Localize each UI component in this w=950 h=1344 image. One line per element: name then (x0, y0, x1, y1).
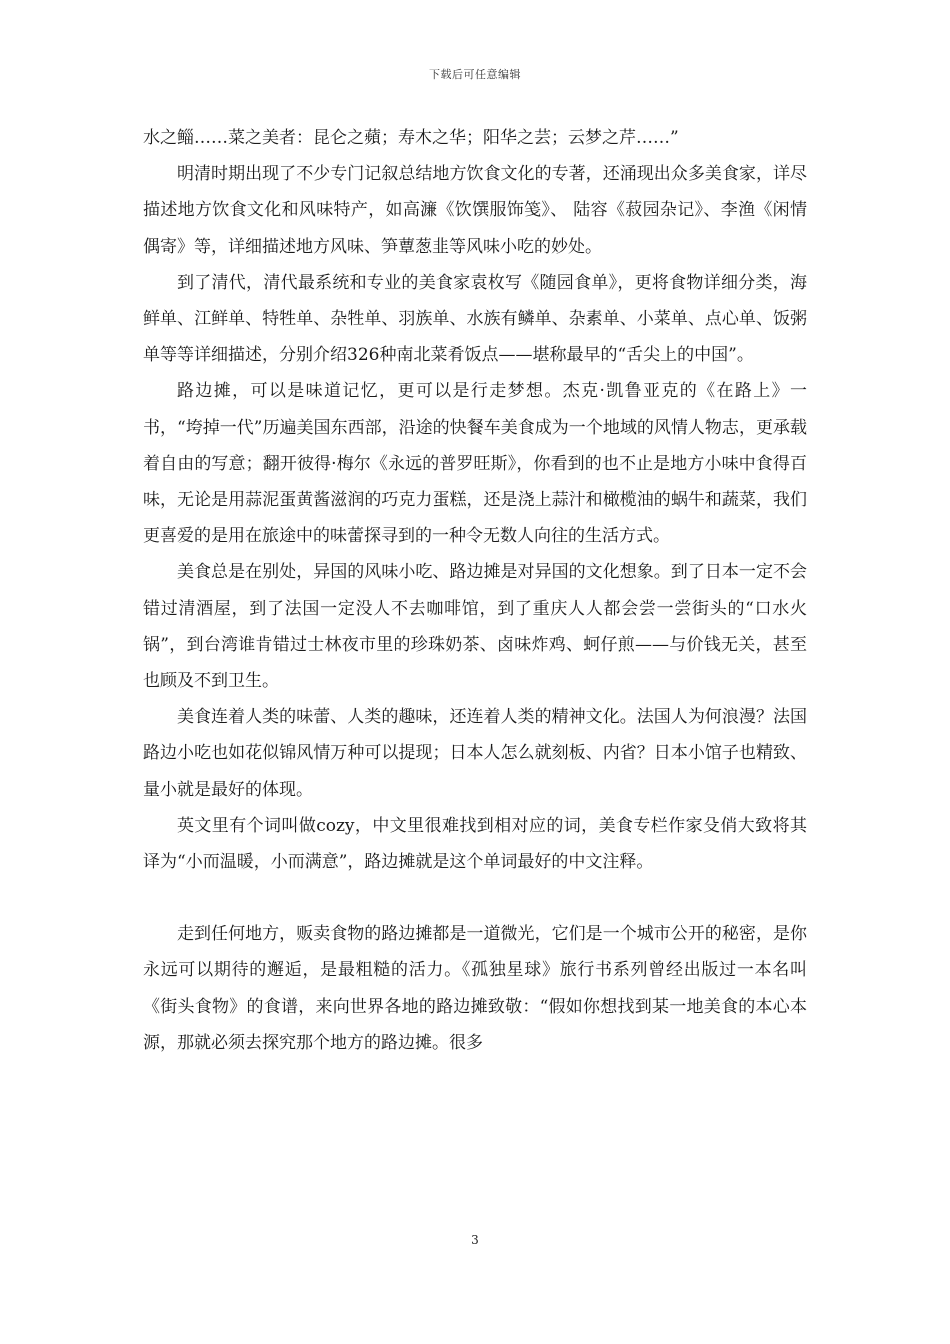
paragraph-continuation: 水之鲻……菜之美者：昆仑之蘋；寿木之华；阳华之芸；云梦之芹……” (143, 128, 679, 148)
paragraph-spacer (143, 880, 807, 916)
paragraph: 明清时期出现了不少专门记叙总结地方饮食文化的专著，还涌现出众多美食家，详尽描述地方饮食文化和风味特产，如高濂《饮馔服饰笺》、 陆容《菽园杂记》、李渔《闲情偶寄》等，详细描述地方风味、笋蕈葱韭等风味小吃的妙处。 (143, 164, 807, 257)
paragraph: 走到任何地方，贩卖食物的路边摊都是一道微光，它们是一个城市公开的秘密，是你永远可以期待的邂逅，是最粗糙的活力。《孤独星球》旅行书系列曾经出版过一本名叫《街头食物》的食谱，来向世界各地的路边摊致敬：“假如你想找到某一地美食的本心本源，那就必须去探究那个地方的路边摊。很多 (143, 924, 807, 1053)
paragraph: 到了清代，清代最系统和专业的美食家袁枚写《随园食单》，更将食物详细分类，海鲜单、江鲜单、特牲单、杂牲单、羽族单、水族有鳞单、杂素单、小菜单、点心单、饭粥单等等详细描述，分别介绍326种南北菜肴饭点——堪称最早的“舌尖上的中国”。 (143, 272, 807, 366)
paragraph: 路边摊，可以是味道记忆，更可以是行走梦想。杰克·凯鲁亚克的《在路上》一书，“垮掉一代”历遍美国东西部，沿途的快餐车美食成为一个地域的风情人物志，更承载着自由的写意；翻开彼得·梅尔《永远的普罗旺斯》，你看到的也不止是地方小味中食得百味，无论是用蒜泥蛋黄酱滋润的巧克力蛋糕，还是浇上蒜汁和橄榄油的蜗牛和蔬菜，我们更喜爱的是用在旅途中的味蕾探寻到的一种令无数人向往的生活方式。 (143, 381, 807, 547)
page-header: 下载后可任意编辑 (429, 68, 521, 81)
paragraph: 美食总是在别处，异国的风味小吃、路边摊是对异国的文化想象。到了日本一定不会错过清酒屋，到了法国一定没人不去咖啡馆，到了重庆人人都会尝一尝街头的“口水火锅”，到台湾谁肯错过士林夜市里的珍珠奶茶、卤味炸鸡、蚵仔煎——与价钱无关，甚至也顾及不到卫生。 (143, 562, 807, 692)
page-number: 3 (471, 1233, 479, 1247)
paragraph: 英文里有个词叫做cozy，中文里很难找到相对应的词，美食专栏作家殳俏大致将其译为“小而温暖，小而满意”，路边摊就是这个单词最好的中文注释。 (143, 815, 807, 873)
body-text (143, 120, 807, 1061)
paragraph: 美食连着人类的味蕾、人类的趣味，还连着人类的精神文化。法国人为何浪漫？法国路边小吃也如花似锦风情万种可以提现；日本人怎么就刻板、内省？日本小馆子也精致、量小就是最好的体现。 (143, 707, 807, 800)
